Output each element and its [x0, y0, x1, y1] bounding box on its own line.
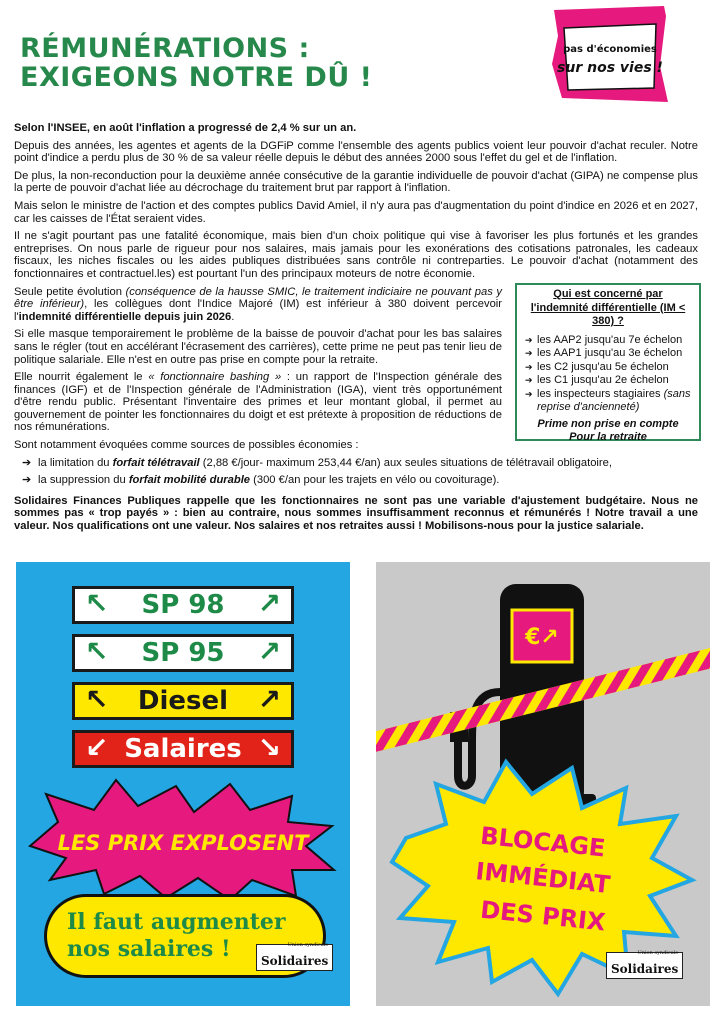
- article-paragraph: Il ne s'agit pourtant pas une fatalité économique, mais bien d'un choix politique qui vise à favoriser les plus fortunés et les grandes entreprises. On nous parle de rigueur pour nos salaires, mais jamais pour les exonérations des cotisations patronales, les cadeaux fiscaux, les niches fiscales ou les aides publiques distribuées sans contrôle ni contreparties. Le pouvoir d'achat (notamment des fonctionnaires et contractuel.les) est pourtant l'un des principaux moteurs de notre économie.: [14, 230, 698, 280]
- article-paragraph: Depuis des années, les agentes et agents de la DGFiP comme l'ensemble des agents publics voient leur pouvoir d'achat reculer. Notre point d'indice a perdu plus de 30 % de sa valeur réelle depuis le début des années 2000 sous l'effet du gel et de l'inflation.: [14, 139, 698, 165]
- title-line-1: RÉMUNÉRATIONS :: [20, 33, 310, 64]
- pump-display: €↗: [525, 625, 559, 650]
- text-span: forfait télétravail: [112, 456, 200, 469]
- slogan-line-2: nos salaires !: [67, 936, 231, 962]
- sign-label: Diesel: [137, 686, 229, 716]
- info-box-note: Prime non prise en compte: [537, 417, 679, 430]
- article-paragraph: Mais selon le ministre de l'action et des comptes publics David Amiel, il n'y aura pas d'augmentation du point d'indice en 2026 et en 2027, car les caisses de l'État seraient vides.: [14, 199, 698, 225]
- solidaires-logo: [256, 944, 333, 971]
- text-span: (300 €/an pour les trajets en vélo ou covoiturage).: [250, 474, 500, 487]
- list-item: ➔ les AAP2 jusqu'au 7e échelon: [525, 334, 691, 348]
- text-span: , les collègues dont l'Indice Majoré (IM) est inférieur à 380 doivent percevoir l': [14, 298, 502, 323]
- list-item: ➔ les AAP1 jusqu'au 3e échelon: [525, 347, 691, 361]
- sign-label: SP 98: [141, 590, 225, 620]
- badge-line-2: sur nos vies !: [557, 60, 663, 76]
- article-paragraph: De plus, la non-reconduction pour la deuxième année consécutive de la garantie individuelle de pouvoir d'achat (GIPA) ne compense plus la perte de pouvoir d'achat liée au décrochage du traitement brut par rapport à l'inflation.: [14, 169, 698, 195]
- text-span: : un rapport de l'Inspection générale des finances (IGF) et de l'Inspection générale de l'Administration (IGA), vient très opportunément d'être rendu public. Présentant l'inventaire des primes et leur montant global, il permet au gouvernement de pointer les fonctionnaires du doigt et est prétexte à proposition de réductions de nos rémunérations.: [14, 371, 502, 434]
- text-span: indemnité différentielle depuis juin 2026: [18, 310, 232, 323]
- text-span: (2,88 €/jour- maximum 253,44 €/an) aux seules situations de télétravail obligatoire,: [199, 456, 612, 469]
- arrow-up-left-icon: ↖: [85, 587, 109, 620]
- info-box-title: Qui est concerné par l'indemnité différentielle (IM < 380) ?: [530, 288, 686, 327]
- article-paragraph: Sont notamment évoquées comme sources de possibles économies :: [14, 439, 359, 452]
- text-span: (sans reprise d'ancienneté): [537, 387, 691, 413]
- list-item: ➔ les C1 jusqu'au 2e échelon: [525, 374, 691, 388]
- logo-text: Solidaires: [261, 954, 329, 968]
- arrow-up-left-icon: ↖: [85, 683, 109, 716]
- arrow-down-right-icon: ↘: [257, 731, 281, 764]
- arrow-icon: ➔: [22, 474, 32, 487]
- text-span: Elle nourrit également le: [14, 371, 149, 384]
- arrow-icon: ➔: [22, 456, 32, 469]
- arrow-up-left-icon: ↖: [85, 635, 109, 668]
- article-paragraph: Si elle masque temporairement le problème de la baisse de pouvoir d'achat pour les bas salaires sans le régler (tout en accélérant l'écrasement des carrières), cette prime ne peut pas tenir lieu de politique salariale. Elle n'est en outre pas prise en compte pour la retraite.: [14, 328, 502, 366]
- logo-small-text: Union syndicale: [287, 942, 329, 948]
- burst-line-2: IMMÉDIAT: [474, 857, 612, 900]
- list-item: ➔ les C2 jusqu'au 5e échelon: [525, 361, 691, 375]
- text-span: forfait mobilité durable: [128, 474, 251, 487]
- article-paragraph: [14, 286, 502, 324]
- price-sign-sp98: [72, 586, 294, 624]
- page-title: [20, 34, 440, 92]
- list-item: [525, 388, 691, 415]
- burst-prices: [16, 776, 350, 900]
- sign-label: Salaires: [124, 734, 242, 764]
- slogan-badge: [548, 6, 670, 106]
- info-box-note: Pour la retraite: [569, 431, 647, 443]
- badge-line-1: pas d'économies: [563, 44, 657, 55]
- sign-label: SP 95: [141, 638, 225, 668]
- logo-small-text: Union syndicale: [637, 950, 679, 956]
- arrow-up-right-icon: ↗: [257, 587, 281, 620]
- burst-line-3: DES PRIX: [478, 895, 607, 937]
- title-line-2: EXIGEONS NOTRE DÛ !: [20, 62, 373, 93]
- price-sign-sp95: [72, 634, 294, 672]
- bullet-item: [14, 474, 698, 487]
- arrow-up-right-icon: ↗: [257, 635, 281, 668]
- slogan-line-1: Il faut augmenter: [67, 909, 286, 935]
- bullet-item: [14, 457, 698, 470]
- price-sign-diesel: [72, 682, 294, 720]
- poster-blocage: [376, 562, 710, 1006]
- burst-text: LES PRIX EXPLOSENT: [57, 831, 309, 855]
- info-box: [515, 283, 701, 441]
- text-span: les inspecteurs stagiaires: [537, 387, 664, 400]
- text-span: la limitation du: [38, 456, 113, 469]
- arrow-up-right-icon: ↗: [257, 683, 281, 716]
- burst-line-1: BLOCAGE: [479, 821, 607, 863]
- arrow-down-left-icon: ↙: [85, 731, 109, 764]
- article-lead: Selon l'INSEE, en août l'inflation a progressé de 2,4 % sur un an.: [14, 122, 357, 134]
- article-paragraph: [14, 371, 502, 434]
- solidaires-logo: [606, 952, 683, 979]
- text-span: .: [231, 310, 235, 323]
- text-span: (conséquence de la hausse SMIC, le traitement indiciaire ne pouvant pas y être inférieur): [14, 285, 502, 311]
- article-closing: Solidaires Finances Publiques rappelle que les fonctionnaires ne sont pas une variable d'ajustement budgétaire. Nous ne sommes pas « trop payés » : bien au contraire, nous sommes insuffisamment reconnus et rémunérés ! Notre travail a une valeur. Nos qualifications ont une valeur. Nos salaires et nos retraites aussi ! Mobilisons-nous pour la justice salariale.: [14, 494, 698, 533]
- fuel-pump-illustration: [376, 562, 710, 1006]
- text-span: Seule petite évolution: [14, 285, 126, 298]
- price-sign-salaires: [72, 730, 294, 768]
- text-span: la suppression du: [38, 474, 129, 487]
- text-span: « fonctionnaire bashing »: [148, 371, 282, 384]
- info-box-list: [525, 334, 691, 415]
- logo-text: Solidaires: [611, 962, 679, 976]
- poster-prices: [16, 562, 350, 1006]
